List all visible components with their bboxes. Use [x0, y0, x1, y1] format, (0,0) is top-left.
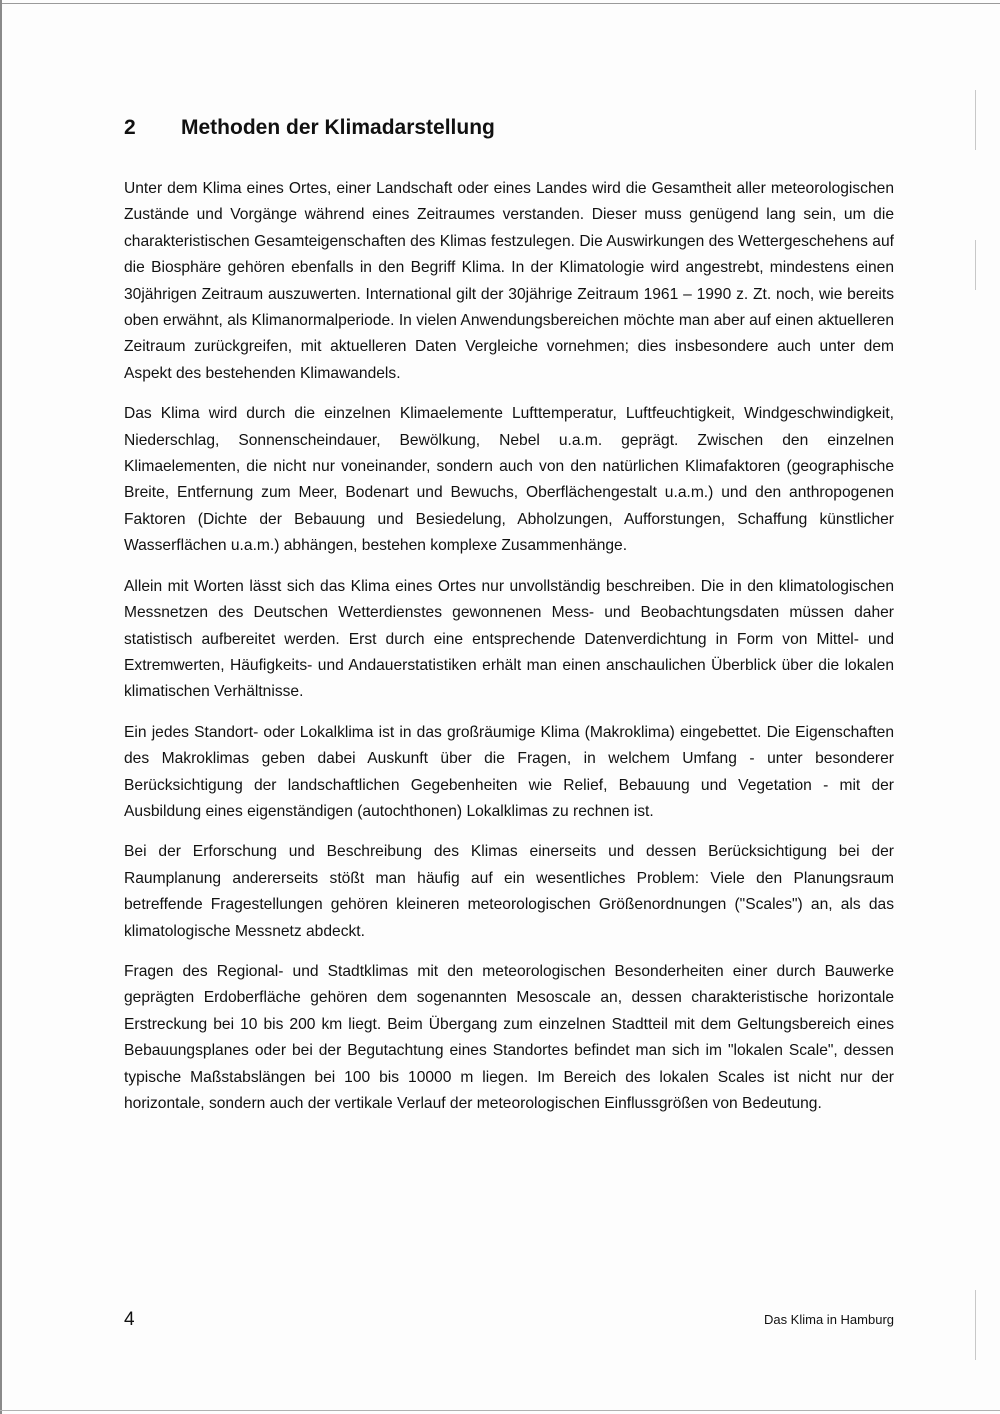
- page-number: 4: [124, 1309, 135, 1330]
- section-number: 2: [124, 116, 136, 139]
- paragraph: Bei der Erforschung und Beschreibung des Klimas einerseits und dessen Berücksichtigung bei der Raumplanung andererseits stößt man häufig auf ein wesentliches Problem: Viele den Planungsraum betreffende Fragestellungen gehören kleineren meteorologischen Größenordnungen ("Scales") an, als das klimatologische Messnetz abdeckt.: [124, 843, 894, 940]
- section-title: Methoden der Klimadarstellung: [181, 116, 495, 139]
- scan-mark: [975, 90, 976, 150]
- section-heading: [124, 116, 904, 140]
- paragraph: Unter dem Klima eines Ortes, einer Landschaft oder eines Landes wird die Gesamtheit aller meteorologischen Zustände und Vorgänge während eines Zeitraumes verstanden. Dieser muss genügend lang sein, um die charakteristischen Gesamteigenschaften des Klimas festzulegen. Die Auswirkungen des Wettergeschehens auf die Biosphäre gehören ebenfalls in den Begriff Klima. In der Klimatologie wird angestrebt, mindestens einen 30jährigen Zeitraum auszuwerten. International gilt der 30jährige Zeitraum 1961 – 1990 z. Zt. noch, wie bereits oben erwähnt, als Klimanormalperiode. In vielen Anwendungsbereichen möchte man aber auf einen aktuelleren Zeitraum zurückgreifen, mit aktuelleren Daten Vergleiche vornehmen; dies insbesondere auch unter dem Aspekt des bestehenden Klimawandels.: [124, 180, 894, 382]
- page-footer: [124, 1309, 894, 1339]
- paragraph: Ein jedes Standort- oder Lokalklima ist in das großräumige Klima (Makroklima) eingebettet. Die Eigenschaften des Makroklimas geben dabei Auskunft über die Fragen, in welchem Umfang - unter besonderer Berücksichtigung der landschaftlichen Gegebenheiten wie Relief, Bebauung und Vegetation - mit der Ausbildung eines eigenständigen (autochthonen) Lokalklimas zu rechnen ist.: [124, 723, 894, 820]
- scan-border-bottom: [0, 1410, 1000, 1411]
- scan-border-top: [0, 3, 1000, 4]
- scan-mark: [975, 1290, 976, 1360]
- footer-title: Das Klima in Hamburg: [763, 1312, 894, 1327]
- scan-mark: [975, 240, 976, 290]
- scan-border-left: [0, 0, 2, 1414]
- paragraph: Allein mit Worten lässt sich das Klima eines Ortes nur unvollständig beschreiben. Die in den klimatologischen Messnetzen des Deutschen Wetterdienstes gewonnenen Mess- und Beobachtungsdaten müssen daher statistisch aufbereitet werden. Erst durch eine entsprechende Datenverdichtung in Form von Mittel- und Extremwerten, Häufigkeits- und Andauerstatistiken erhält man einen anschaulichen Überblick über die lokalen klimatischen Verhältnisse.: [124, 577, 894, 701]
- paragraph: Fragen des Regional- und Stadtklimas mit den meteorologischen Besonderheiten einer durch Bauwerke geprägten Erdoberfläche gehören dem sogenannten Mesoscale an, dessen charakteristische horizontale Erstreckung bei 10 bis 200 km liegt. Beim Übergang zum einzelnen Stadtteil mit dem Geltungsbereich eines Bebauungsplanes oder bei der Begutachtung eines Standortes befindet man sich im "lokalen Scale", dessen typische Maßstabslängen bei 100 bis 10000 m liegen. Im Bereich des lokalen Scales ist nicht nur der horizontale, sondern auch der vertikale Verlauf der meteorologischen Einflussgrößen von Bedeutung.: [124, 962, 894, 1112]
- paragraph: Das Klima wird durch die einzelnen Klimaelemente Lufttemperatur, Luftfeuchtigkeit, Windgeschwindigkeit, Niederschlag, Sonnenscheindauer, Bewölkung, Nebel u.a.m. geprägt. Zwischen den einzelnen Klimaelementen, die nicht nur voneinander, sondern auch von den natürlichen Klimafaktoren (geographische Breite, Entfernung zum Meer, Bodenart und Bewuchs, Oberflächengestalt u.a.m.) und den anthropogenen Faktoren (Dichte der Bebauung und Besiedelung, Abholzungen, Aufforstungen, Schaffung künstlicher Wasserflächen u.a.m.) abhängen, bestehen komplexe Zusammenhänge.: [124, 405, 894, 555]
- body-text: [124, 176, 894, 1131]
